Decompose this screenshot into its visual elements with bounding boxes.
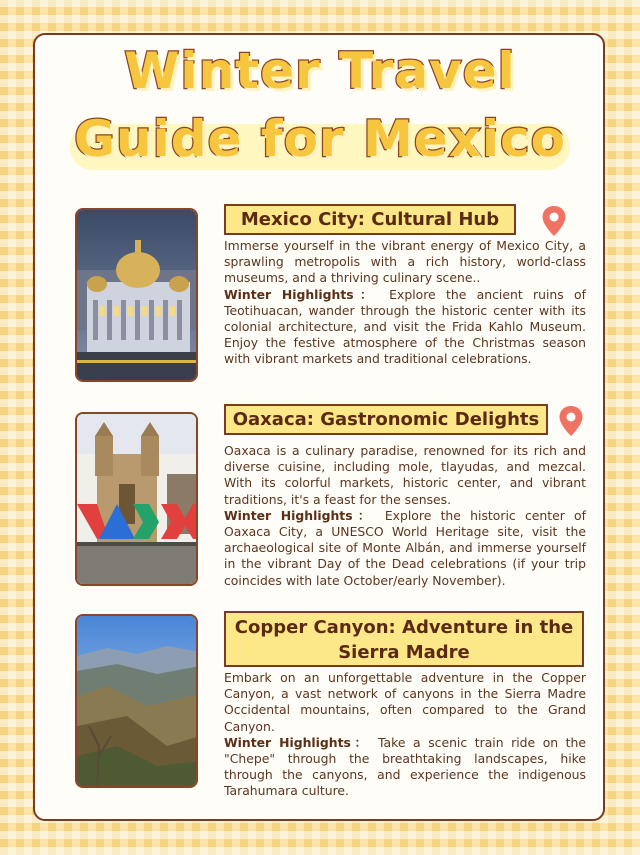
winter-highlights-label: Winter Highlights： [224, 286, 379, 302]
intro-text: Oaxaca is a culinary paradise, renowned for its rich and diverse cuisine, including mole, tlayudas, and mezcal. With its colorful markets, historic center, and vibrant traditions, it's a feast for the senses. [224, 443, 586, 507]
intro-text: Embark on an unforgettable adventure in the Copper Canyon, a vast network of canyons in the Sierra Madre Occidental mountains, often compared to the Grand Canyon. [224, 670, 586, 734]
intro-text: Immerse yourself in the vibrant energy of Mexico City, a sprawling metropolis with a rich history, world-class museums, and a thriving culinary scene.. [224, 238, 586, 286]
page-title-line1: Winter Travel [124, 42, 516, 100]
winter-highlights-text: Take a scenic train ride on the "Chepe" through the breathtaking landscapes, hike through the canyons, and experience the indigenous Tarahumara culture. [224, 734, 587, 799]
section-heading-oaxaca: Oaxaca: Gastronomic Delights [224, 404, 548, 435]
winter-highlights-text: Explore the ancient ruins of Teotihuacan, wander through the historic center with its colonial architecture, and visit the Frida Kahlo Museum. Enjoy the festive atmosphere of the Christmas season with vibrant markets and traditional celebrations. [224, 286, 586, 367]
location-pin-icon [558, 405, 584, 437]
section-text-oaxaca [224, 443, 586, 589]
winter-highlights-text: Explore the historic center of Oaxaca City, a UNESCO World Heritage site, visit the archaeological site of Monte Albán, and immerse yourself in the vibrant Day of the Dead celebrations (if your trip coincides with late October/early November). [224, 507, 586, 588]
copper-canyon-landscape-photo [75, 614, 198, 788]
oaxaca-church-and-sign-photo [75, 412, 198, 586]
section-heading-copper-canyon [224, 611, 584, 667]
palacio-de-bellas-artes-photo [75, 208, 198, 382]
section-heading-mexico-city: Mexico City: Cultural Hub [224, 204, 516, 235]
location-pin-icon [541, 205, 567, 237]
section-text-mexico-city [224, 238, 586, 368]
winter-highlights-label: Winter Highlights： [224, 507, 376, 523]
winter-highlights-label: Winter Highlights： [224, 734, 371, 750]
heading-line1: Copper Canyon: Adventure in the [234, 617, 574, 638]
section-text-copper-canyon [224, 670, 586, 800]
heading-line2: Sierra Madre [338, 642, 470, 663]
page-title-line2: Guide for Mexico [73, 110, 567, 168]
